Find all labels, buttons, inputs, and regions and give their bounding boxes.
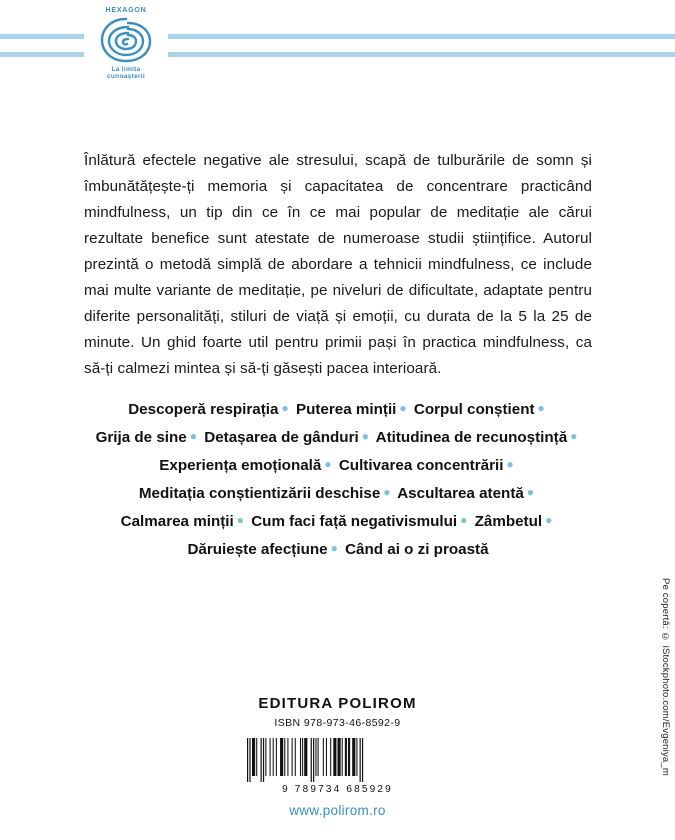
bullet-separator-icon: ●	[537, 401, 545, 415]
bullet-separator-icon: ●	[281, 401, 289, 415]
chapter-list-item: Experiența emoțională	[159, 457, 322, 474]
bullet-separator-icon: ●	[383, 485, 391, 499]
cover-photo-credit: Pe copertă: © iStockphoto.com/Evgeniya_m	[660, 578, 671, 777]
chapter-list-item: Descoperă respirația	[128, 401, 279, 418]
publisher-block	[0, 695, 675, 818]
header-band	[0, 0, 675, 100]
bullet-separator-icon: ●	[506, 457, 514, 471]
chapter-list-item: Calmarea minții	[120, 513, 234, 530]
chapter-list	[84, 395, 592, 563]
bullet-separator-icon: ●	[460, 513, 468, 527]
publisher-name: EDITURA POLIROM	[258, 695, 417, 712]
bullet-separator-icon: ●	[236, 513, 244, 527]
back-cover-blurb: Înlătură efectele negative ale stresului, scapă de tulburările de somn și îmbunătățește-ți memoria și capacitatea de concentrare practicând mindfulness, un tip din ce în ce mai popular de meditație ale cărui rezultate benefice sunt atestate de numeroase studii științifice. Autorul prezintă o metodă simplă de abordare a tehnicii mindfulness, ce include mai multe variante de meditație, pe niveluri de dificultate, adaptate pentru diferite personalități, stiluri de viață și emoții, cu durata de la 5 la 25 de minute. Un ghid foarte util pentru primii pași în practica mindfulness, ca să-ți calmezi mintea și să-ți găsești pacea interioară.	[84, 152, 592, 377]
bullet-separator-icon: ●	[526, 485, 535, 499]
chapter-list-item: Ascultarea atentă	[397, 485, 524, 502]
bullet-separator-icon: ●	[361, 429, 369, 443]
logo-subtitle-line1: La limita	[111, 66, 141, 73]
chapter-list-item: Corpul conștient	[413, 401, 535, 418]
chapter-list-item: Grija de sine	[95, 429, 187, 446]
publisher-website[interactable]: www.polirom.ro	[289, 803, 386, 818]
chapter-list-item: Cum faci față negativismului	[251, 513, 458, 530]
chapter-list-item: Atitudinea de recunoștință	[375, 429, 568, 446]
chapter-list-item: Zâmbetul	[474, 513, 543, 530]
barcode-digits: 9 789734 685929	[282, 784, 393, 795]
barcode-image	[243, 738, 433, 782]
chapter-list-item: Detașarea de gânduri	[204, 429, 359, 446]
bullet-separator-icon: ●	[399, 401, 407, 415]
chapter-list-item: Cultivarea concentrării	[338, 457, 504, 474]
logo-brand-label: HEXAGON	[105, 7, 147, 14]
bullet-separator-icon: ●	[324, 457, 332, 471]
publisher-collection-logo	[84, 4, 168, 96]
bullet-separator-icon: ●	[570, 429, 578, 443]
chapter-list-item: Puterea minții	[295, 401, 397, 418]
chapter-list-item: Meditația conștientizării deschise	[138, 485, 381, 502]
spiral-logo-icon	[98, 15, 154, 65]
chapter-list-item: Dăruiește afecțiune	[187, 541, 328, 558]
isbn-text: ISBN 978-973-46-8592-9	[274, 717, 401, 729]
logo-subtitle-line2: cunoașterii	[107, 73, 145, 80]
bullet-separator-icon: ●	[330, 541, 338, 555]
bullet-separator-icon: ●	[189, 429, 197, 443]
barcode-container	[243, 738, 433, 795]
chapter-list-item: Când ai o zi proastă	[345, 541, 489, 558]
bullet-separator-icon: ●	[545, 513, 553, 527]
